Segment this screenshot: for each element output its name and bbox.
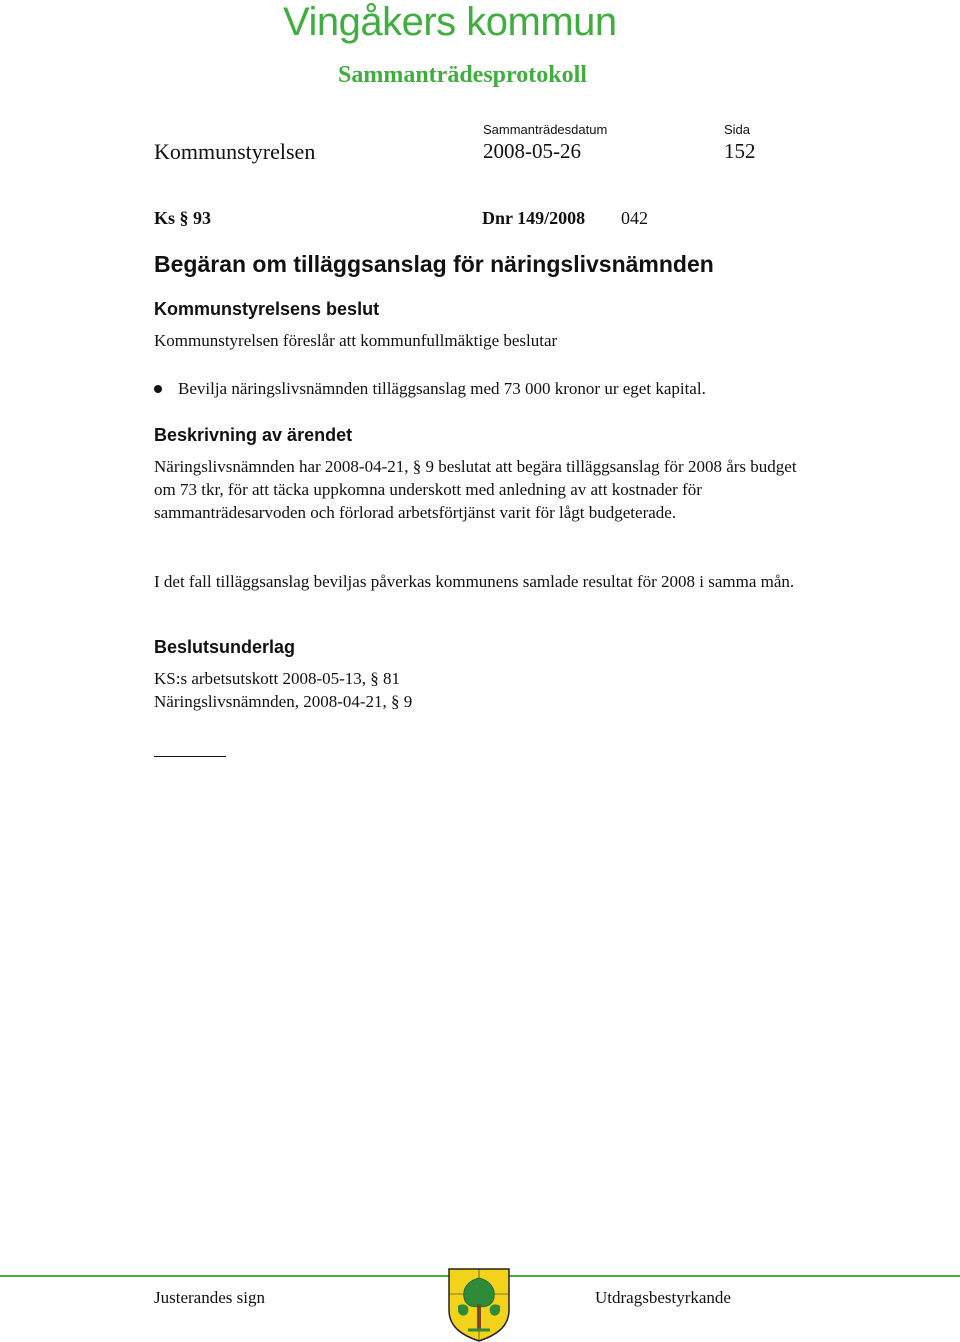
case-diary-number: Dnr 149/2008: [482, 208, 586, 228]
description-paragraph-1: Näringslivsnämnden har 2008-04-21, § 9 beslutat att begära tilläggsanslag för 2008 års budget om 73 tkr, för att täcka uppkomna underskott med anledning av att kostnader för sammanträdesarvoden och förlorad arbetsförtjänst varit för lågt budgeterade.: [154, 457, 797, 522]
board-name: Kommunstyrelsen: [154, 139, 316, 164]
meeting-date-label: Sammanträdesdatum: [483, 122, 608, 137]
adjuster-sign-label: Justerandes sign: [154, 1288, 265, 1307]
page-label: Sida: [724, 122, 751, 137]
decision-intro: Kommunstyrelsen föreslår att kommunfullmäktige beslutar: [154, 331, 558, 350]
end-rule: [154, 756, 226, 757]
page-title: Begäran om tilläggsanslag för näringslivsnämnden: [154, 251, 714, 277]
basis-line-2: Näringslivsnämnden, 2008-04-21, § 9: [154, 692, 413, 711]
case-code: 042: [621, 208, 648, 228]
municipality-name: Vingåkers kommun: [283, 0, 617, 44]
meeting-date: 2008-05-26: [483, 139, 581, 163]
bullet-dot-icon: [154, 385, 162, 393]
municipal-crest-icon: [446, 1266, 512, 1342]
document-type: Sammanträdesprotokoll: [338, 62, 587, 88]
decision-heading: Kommunstyrelsens beslut: [154, 299, 380, 319]
extract-certification-label: Utdragsbestyrkande: [595, 1288, 731, 1307]
page-number: 152: [724, 139, 756, 163]
description-paragraph-2: I det fall tilläggsanslag beviljas påverkas kommunens samlade resultat för 2008 i samma mån.: [154, 572, 795, 591]
basis-heading: Beslutsunderlag: [154, 637, 296, 657]
decision-bullet: Bevilja näringslivsnämnden tilläggsanslag med 73 000 kronor ur eget kapital.: [178, 379, 706, 398]
case-paragraph: Ks § 93: [154, 208, 212, 228]
basis-line-1: KS:s arbetsutskott 2008-05-13, § 81: [154, 669, 401, 688]
description-heading: Beskrivning av ärendet: [154, 425, 353, 445]
